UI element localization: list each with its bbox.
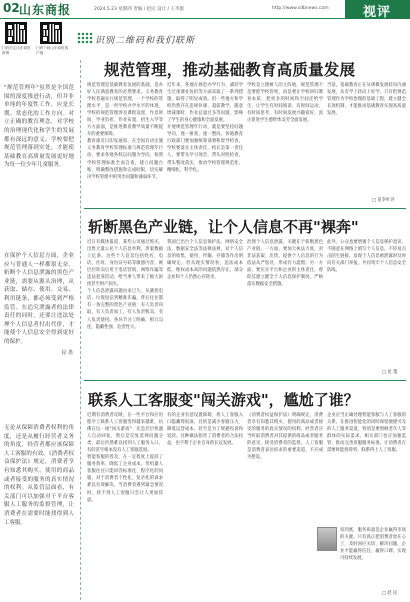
article-2-col-1: 近日有媒体报道，某些公司通过购买、出售大量公民个人信息牟利，涉案数据上亿条。这些个人信息包括姓名、电话、住址、身份证号码等敏感内容，被层层转卖后用于电话营销、网络诈骗等违法犯罪活动，给当事人带来了极大困扰甚至财产损失。 个人信息泄露问题由来已久。从骚扰电话、垃圾短信到精准诈骗，背后往往都有一条完整的黑色产业链：有人负责窃取，有人负责加工，有人负责贩卖，有人负责使用。各环节分工明确、相互勾连，隐蔽性强、危害性大。 xyxy=(87,240,163,330)
section-name: 视评 xyxy=(363,5,392,20)
article-3-col-4: 企业应当正确处理智能客服与人工客服的关系，在推进智能化的同时保留便捷可及的人工服务渠道，特别是要照顾老年人等群体的实际需求。相关部门也应加强监管，推动完善客服服务标准，让消费者在需要时能找得到、联系得上人工客服。 xyxy=(327,413,406,454)
qr-caption: 扫码下载山东商报客户端 xyxy=(36,46,69,55)
article-3-col-3: 《消费者权益保护法》明确规定，消费者享有知悉其购买、使用的商品或者接受的服务的真实情况的权利，经营者应当听取消费者对其提供的商品或者服务的意见，接受消费者的监督。人工客服是消费者表达诉求的重要渠道，不应成为摆设。 xyxy=(247,413,323,461)
article-1-col-3: 学校是立德树人的主阵地，规范管理不是要把学校管死，而是要让学校回归教育本质，把更多的时间和空间还给学生，让学生有时间阅读、有时间运动、有时间思考、有时间发展兴趣爱好，真正促进学生德智体美劳全面发展。 xyxy=(247,83,323,124)
article-3-col-1: 近期有消费者反映，在一些平台和应用程序上联系人工客服变得越来越难，仿佛在玩一场"闯关游戏"：先是层层机器人自动回复，然后是反复选择问题分类，最后仍然难以找到人工服务入口，有的甚至根本没有人工客服选项。 智能客服的普及，在一定程度上提高了服务效率、降低了企业成本，但机器人客服往往只能回答标准化、程序化的问题，对于消费者个性化、复杂化的诉求难以有效解决。当消费者遇到紧急情况时，找不到人工客服只会让人更加焦虑。 xyxy=(87,413,163,503)
website-url[interactable]: http://www.sdbnews.com xyxy=(272,6,329,11)
newspaper-name: 山东商报 xyxy=(19,3,72,17)
article-3-col-4b: 说到底，服务质量是企业赢得市场的关键。只有真正把消费者放在心上，及时回应关切、解决问题，企业才能赢得信任、赢得口碑，实现可持续发展。 xyxy=(340,528,406,562)
article-1-byline: □ 苗李叶评 xyxy=(372,198,395,203)
sidebar-text: 无论从保障消费者权利的角度，还是从履行经营者义务的角度，经营者都应该保障人工客服的有效。《消费者权益保护法》规定，消费者享有知悉其购买、使用的商品或者接受的服务的真实情况的权利。从监管层面看，有关部门可以加强对于平台客服人工服务的监督管理，让消费者在需要时能找得到人工客服。 xyxy=(4,425,74,526)
issue-meta: 2024.5.23 星期四 责编 / 赵民 设计 / 王李群 xyxy=(94,7,184,12)
article-divider xyxy=(84,380,406,381)
article-2-col-2: 我国已出台个人信息保护法、网络安全法、数据安全法等法律法规，对个人信息的收集、使用、传输、存储等作出明确规定。但从现实情况看，违法成本低、维权成本高的问题依然存在，部分企业和个人仍然心存侥幸。 xyxy=(167,240,243,281)
qr-code-weibo-icon[interactable] xyxy=(5,22,27,44)
page-header xyxy=(0,0,410,19)
section-tag xyxy=(345,0,410,19)
article-1-title: 规范管理，推动基础教育高质量发展 xyxy=(104,61,356,79)
page-number: 02 xyxy=(3,1,20,15)
article-3-title: 联系人工客服变"闯关游戏"，尴尬了谁？ xyxy=(88,391,359,409)
article-1-col-1: 规范管理是基础教育发展的基础，是办好人民满意教育的必然要求。义务教育学校普遍实行规范管理，一个学校的管理水平，是一所学校办学水平的体现，学校的规范管理涉及课程设置、作息时间、学业负担、作业布置、招生入学等方方面面，是推进教育教学质量不断提升的重要保障。 教育部近日印发通知，在全国启动实施义务教育学校管理标准与规范管理年行动，要求各地各校以问题为导向，按照学校管理标准全面自查，建立问题台账，明确整改措施和完成时限，切实解决学校管理中的突出问题和薄弱环节。 xyxy=(87,83,163,180)
sidebar-box-1 xyxy=(0,84,79,170)
sidebar-box-2 xyxy=(0,252,79,356)
decorative-dots xyxy=(77,32,93,44)
sidebar-box-3 xyxy=(0,424,79,527)
article-2-byline: □ 昆 墨 xyxy=(382,370,398,375)
sidebar-text: "规范管理年"虽然是全国范围的深度推进行动，但并非单纯的年度性工作，应是长期、常态化的工作方向。对立正确的教育理念，对学校的治理现代化和学生的发展都有深远的意义。学校要把规范管理落到实处，才能使基础教育高质量发展更好地为每一位少年儿童服务。 xyxy=(4,85,74,169)
qr-code-app-icon[interactable] xyxy=(40,22,62,44)
article-divider xyxy=(84,208,406,209)
sidebar-divider xyxy=(80,60,81,600)
qr-caption: 扫码关注山东商报微博 xyxy=(2,46,31,55)
author-photo xyxy=(317,527,337,551)
article-2-col-3: 治理个人信息泄露，关键在于斩断黑色产业链。一方面，要加大执法力度，对非法获取、出售、提供个人信息的行为依法从严惩处，形成有力震慑；另一方面，要压实平台和企业的主体责任，督促其建立健全个人信息保护制度，严格落实数据安全措施。 xyxy=(247,240,323,288)
sidebar-signature: 昆 墨 xyxy=(61,349,73,356)
article-2-title: 斩断黑色产业链，让个人信息不再"裸奔" xyxy=(88,218,359,236)
article-3-byline: □ 赵 民 xyxy=(382,591,398,596)
article-1-col-2: 近年来，各地在规范办学行为、减轻学生过重课业负担等方面采取了一系列措施，取得了明显成效。但一些地方和学校仍然存在违规补课、超前教学、随意增减课时、作业总量过多等问题，影响了学生的身心健康和全面发展。 开展规范管理年行动，就是要坚持问题导向，逐一排查、逐一整改。各地教育行政部门要加强统筹部署和督导检查，学校要落实主体责任，校长是第一责任人，要带头学习领会，带头对照检查，带头整改落实，推动学校管理规范化、精细化、科学化。 xyxy=(167,83,243,173)
qr-slogan: 识别二维码和我们联斯 xyxy=(95,36,196,46)
article-3-col-2: 有的企业有意设置障碍，将人工客服入口隐藏得很深，目的是减少客服压力、降低运营成本，甚至是为了规避投诉和退款。这种做法损害了消费者的合法权益，也不利于企业自身的长远发展。 xyxy=(167,413,243,447)
sidebar-text: 在保护个人信息方面，企业应与普通人一样都很无奈。斩断个人信息泄露的黑色产业链，需要从源头治理，从获取、储存、使用、交易、利用链条，都必须受到严格监管。在追究泄露者的法律责任的同时，还要让违法处理个人信息者付出代价，才能使个人信息安全得到更好的保护。 xyxy=(4,253,74,345)
article-1-col-4: 当前，基础教育正在从规模发展转向内涵发展，从有学上转向上好学。只有把规范管理作为学校治理的基础工程，建立健全长效机制，才能推动基础教育实现高质量发展。 xyxy=(327,83,406,117)
article-2-col-4: 此外，公众也要增强个人信息保护意识，不随意在网络上填写个人信息，不轻易点击陌生链接，发现个人信息被泄露时及时向有关部门举报，共同筑牢个人信息安全防线。 xyxy=(327,240,406,274)
